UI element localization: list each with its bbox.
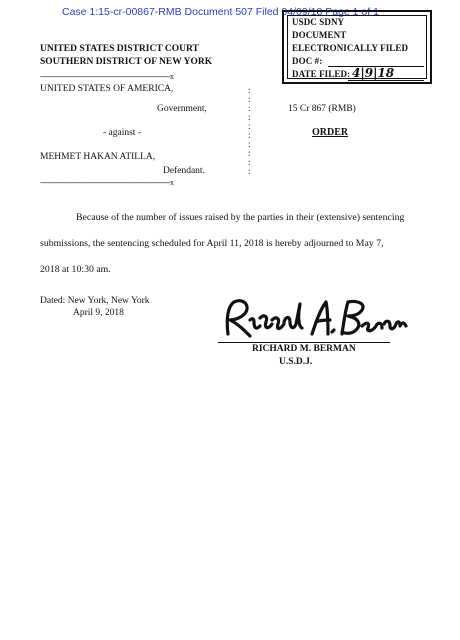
dated-location: Dated: New York, New York [40, 296, 150, 306]
stamp-document: DOCUMENT [292, 30, 347, 40]
defendant-name: MEHMET HAKAN ATILLA, [40, 152, 156, 162]
stamp-court: USDC SDNY [292, 17, 345, 27]
government-label: Government, [157, 104, 207, 114]
against-label: - against - [103, 128, 141, 138]
filing-stamp [282, 10, 432, 84]
stamp-doc-label: DOC #: [292, 56, 323, 66]
body-paragraph-line1: Because of the number of issues raised by the parties in their (extensive) sentencing [76, 212, 405, 223]
judge-title: U.S.D.J. [279, 357, 313, 367]
signature-rule [218, 342, 390, 343]
case-header: Case 1:15-cr-00867-RMB Document 507 Filed 04/09/18 Page 1 of 1 [62, 6, 379, 18]
handwritten-signature [220, 296, 410, 344]
stamp-date-label: DATE FILED: [292, 69, 351, 79]
court-name-line1: UNITED STATES DISTRICT COURT [40, 44, 199, 54]
case-number: 15 Cr 867 (RMB) [288, 104, 356, 114]
body-paragraph-line3: 2018 at 10:30 am. [40, 264, 111, 275]
plaintiff-name: UNITED STATES OF AMERICA, [40, 84, 174, 94]
court-name-line2: SOUTHERN DISTRICT OF NEW YORK [40, 57, 213, 67]
stamp-date-rule [348, 80, 424, 81]
caption-colon-column: : : : : : : : : : : [248, 85, 251, 176]
judge-name: RICHARD M. BERMAN [252, 344, 356, 354]
caption-bottom-rule: ---------------------------------------------------------------x [40, 178, 174, 187]
body-paragraph-line2: submissions, the sentencing scheduled for April 11, 2018 is hereby adjourned to May 7, [40, 238, 384, 249]
caption-top-rule: ---------------------------------------------------------------x [40, 72, 174, 81]
order-title: ORDER [312, 127, 349, 138]
stamp-inner-border [287, 15, 427, 79]
stamp-electronically-filed: ELECTRONICALLY FILED [292, 43, 409, 53]
dated-date: April 9, 2018 [73, 308, 124, 318]
defendant-label: Defendant. [163, 166, 205, 176]
stamp-date-value: 4|9|18 [352, 66, 395, 80]
